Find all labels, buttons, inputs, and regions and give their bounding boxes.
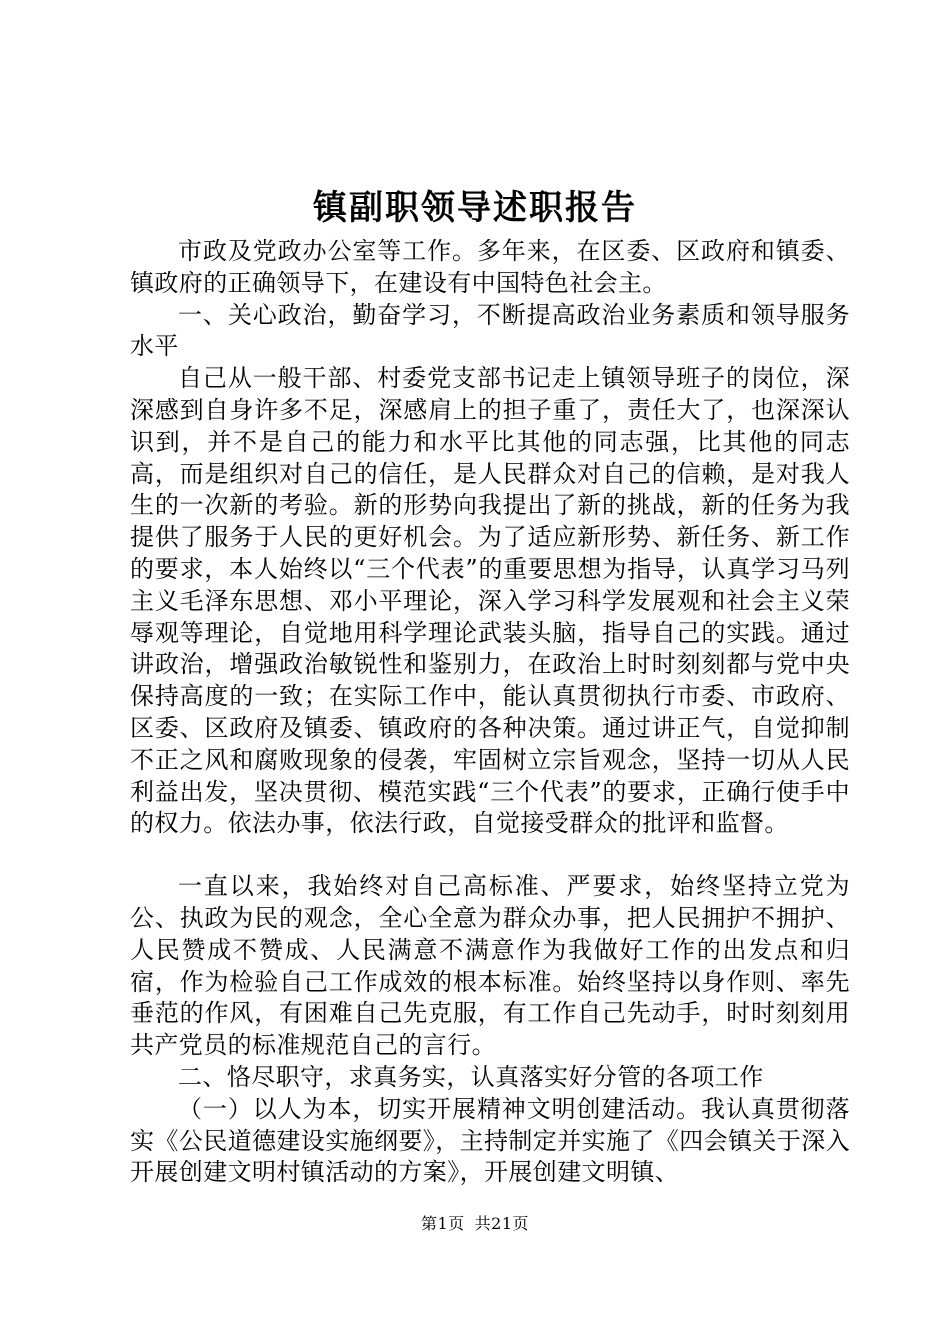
document-body xyxy=(130,236,850,1189)
section-heading-2: 二、恪尽职守，求真务实，认真落实好分管的各项工作 xyxy=(178,1062,764,1091)
paragraph-spacer xyxy=(130,840,850,871)
paragraph-civilization: （一）以人为本，切实开展精神文明创建活动。我认真贯彻落实《公民道德建设实施纲要》，主持制定并实施了《四会镇关于深入开展创建文明村镇活动的方案》，开展创建文明镇、 xyxy=(130,1094,850,1187)
page-total: 共21页 xyxy=(474,1214,530,1233)
paragraph-intro: 市政及党政办公室等工作。多年来，在区委、区政府和镇委、镇政府的正确领导下，在建设有中国特色社会主。 xyxy=(130,237,850,297)
paragraph-study: 自己从一般干部、村委党支部书记走上镇领导班子的岗位，深深感到自身许多不足，深感肩上的担子重了，责任大了，也深深认识到，并不是自己的能力和水平比其他的同志强，比其他的同志高，而是组织对自己的信任，是人民群众对自己的信赖，是对我人生的一次新的考验。新的形势向我提出了新的挑战，新的任务为我提供了服务于人民的更好机会。为了适应新形势、新任务、新工作的要求，本人始终以“三个代表”的重要思想为指导，认真学习马列主义毛泽东思想、邓小平理论，深入学习科学发展观和社会主义荣辱观等理论，自觉地用科学理论武装头脑，指导自己的实践。通过讲政治，增强政治敏锐性和鉴别力，在政治上时时刻刻都与党中央保持高度的一致；在实际工作中，能认真贯彻执行市委、市政府、区委、区政府及镇委、镇政府的各种决策。通过讲正气，自觉抑制不正之风和腐败现象的侵袭，牢固树立宗旨观念，坚持一切从人民利益出发，坚决贯彻、模范实践“三个代表”的要求，正确行使手中的权力。依法办事，依法行政，自觉接受群众的批评和监督。 xyxy=(130,364,850,838)
paragraph-standards: 一直以来，我始终对自己高标准、严要求，始终坚持立党为公、执政为民的观念，全心全意为群众办事，把人民拥护不拥护、人民赞成不赞成、人民满意不满意作为我做好工作的出发点和归宿，作为检验自己工作成效的根本标准。始终坚持以身作则、率先垂范的作风，有困难自己先克服，有工作自己先动手，时时刻刻用共产党员的标准规范自己的言行。 xyxy=(130,872,850,1060)
page-number: 第1页 xyxy=(420,1214,465,1233)
document-title: 镇副职领导述职报告 xyxy=(313,188,637,228)
page-footer xyxy=(0,1213,950,1235)
section-heading-1: 一、关心政治，勤奋学习，不断提高政治业务素质和领导服务水平 xyxy=(130,300,850,361)
